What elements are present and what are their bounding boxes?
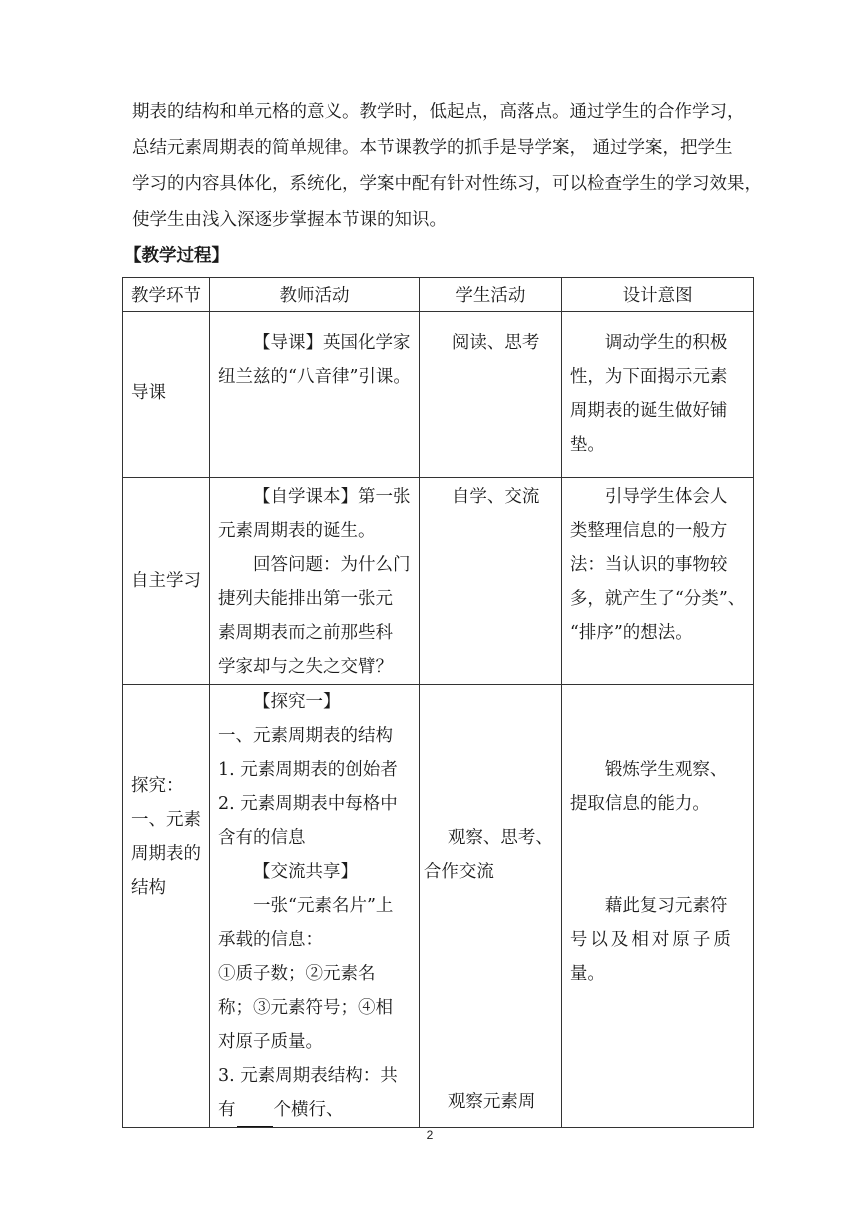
intent-line: 引导学生体会人 [604, 487, 728, 507]
teacher-text: 有 [218, 1100, 236, 1120]
header-stage: 教学环节 [123, 278, 210, 312]
teaching-process-table [122, 277, 754, 1128]
stage-cell [123, 312, 210, 478]
intent-cell [561, 478, 753, 685]
stage-label: 探究： [131, 776, 184, 796]
teacher-cell [210, 478, 420, 685]
student-line: 自学、交流 [451, 487, 540, 507]
intent-line: 锻炼学生观察、 [604, 760, 728, 780]
stage-cell [123, 685, 210, 1128]
table-row [123, 478, 754, 685]
teacher-line: 称；③元素符号；④相 [218, 998, 393, 1018]
intent-line: 多，就产生了“分类”、 [569, 589, 746, 609]
teacher-line: 【自学课本】第一张 [253, 487, 411, 507]
student-line: 阅读、思考 [451, 333, 540, 353]
table-header-row [123, 278, 754, 312]
stage-cell [123, 478, 210, 685]
intent-line: 垫。 [569, 435, 605, 455]
student-line: 观察元素周 [447, 1092, 536, 1112]
student-cell [419, 312, 561, 478]
intro-line: 学习的内容具体化，系统化，学案中配有针对性练习，可以检查学生的学习效果， [132, 174, 762, 194]
teacher-line-with-blank [218, 1093, 411, 1127]
intent-line: 藉此复习元素符 [604, 896, 728, 916]
teacher-line: 2. 元素周期表中每格中 [218, 794, 398, 814]
student-cell [419, 685, 561, 1128]
teacher-line: 学家却与之失之交臂？ [218, 657, 393, 677]
intent-cell [561, 312, 753, 478]
stage-label: 结构 [131, 878, 166, 898]
teacher-line: 对原子质量。 [218, 1032, 323, 1052]
teacher-line: 3. 元素周期表结构：共 [218, 1066, 398, 1086]
header-teacher: 教师活动 [210, 278, 420, 312]
teacher-line: 素周期表而之前那些科 [218, 623, 393, 643]
teacher-line: ①质子数；②元素名 [218, 964, 376, 984]
fill-blank [237, 1106, 273, 1127]
intro-line: 期表的结构和单元格的意义。教学时，低起点，高落点。通过学生的合作学习， [132, 102, 745, 122]
teacher-line: 【交流共享】 [253, 862, 358, 882]
intent-line: 号以及相对原子质 [569, 930, 734, 950]
teacher-line: 回答问题：为什么门 [253, 555, 411, 575]
intro-paragraph [132, 94, 762, 238]
header-intent: 设计意图 [561, 278, 753, 312]
teacher-line: 一张“元素名片”上 [253, 896, 394, 916]
teacher-cell [210, 312, 420, 478]
student-line: 合作交流 [423, 862, 494, 882]
header-student: 学生活动 [419, 278, 561, 312]
intent-line: 类整理信息的一般方 [569, 521, 728, 541]
intent-line: 调动学生的积极 [604, 333, 728, 353]
table-row [123, 685, 754, 1128]
table-row [123, 312, 754, 478]
teacher-line: 含有的信息 [218, 828, 306, 848]
intent-line: 提取信息的能力。 [569, 794, 710, 814]
intro-line: 使学生由浅入深逐步掌握本节课的知识。 [132, 210, 447, 230]
stage-label: 一、元素 [131, 810, 201, 830]
teacher-line: 捷列夫能排出第一张元 [218, 589, 393, 609]
student-line: 观察、思考、 [447, 828, 553, 848]
intent-cell [561, 685, 753, 1128]
intent-line: 法：当认识的事物较 [569, 555, 728, 575]
stage-label: 周期表的 [131, 844, 201, 864]
intent-line: 性，为下面揭示元素 [569, 367, 728, 387]
teacher-line: 一、元素周期表的结构 [218, 726, 393, 746]
section-heading: 【教学过程】 [124, 246, 229, 266]
intro-line: 总结元素周期表的简单规律。本节课教学的抓手是导学案， 通过学案，把学生 [132, 138, 733, 158]
teacher-line: 元素周期表的诞生。 [218, 521, 376, 541]
stage-label: 导课 [131, 383, 166, 403]
intent-line: “排序”的想法。 [569, 623, 693, 643]
student-cell [419, 478, 561, 685]
teacher-line: 1. 元素周期表的创始者 [218, 760, 398, 780]
teacher-cell [210, 685, 420, 1128]
teacher-line: 【探究一】 [253, 692, 341, 712]
stage-label: 自主学习 [131, 571, 201, 591]
page-number: 2 [426, 1128, 434, 1142]
teacher-text: 个横行、 [273, 1100, 344, 1120]
intent-line: 周期表的诞生做好铺 [569, 401, 728, 421]
teacher-line: 【导课】英国化学家 [253, 333, 411, 353]
teacher-line: 纽兰兹的“八音律”引课。 [218, 367, 411, 387]
teacher-line: 承载的信息： [218, 930, 323, 950]
intent-line: 量。 [569, 964, 605, 984]
